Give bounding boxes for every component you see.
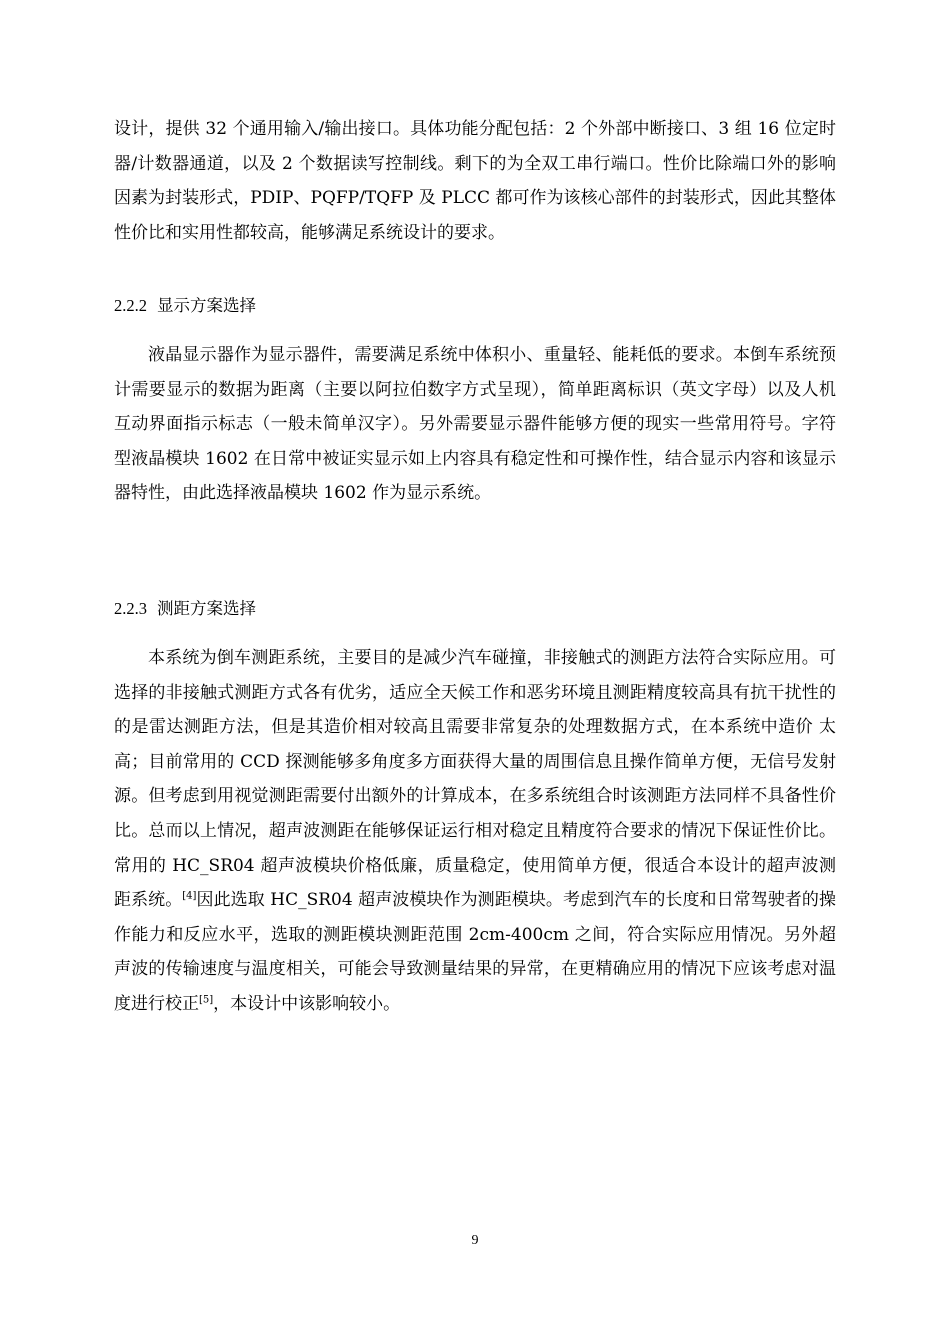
- paragraph-mcu-design: 设计，提供 32 个通用输入/输出接口。具体功能分配包括：2 个外部中断接口、3 组 16 位定时器/计数器通道，以及 2 个数据读写控制线。剩下的为全双工串行端口。性价比除端口外的影响因素为封装形式，PDIP、PQFP/TQFP 及 PLCC 都可作为该核心部件的封装形式，因此其整体性价比和实用性都较高，能够满足系统设计的要求。: [114, 119, 836, 243]
- section-number: 2.2.2: [114, 296, 147, 315]
- section-heading-display: [114, 294, 256, 318]
- section-title: 测距方案选择: [157, 599, 256, 618]
- section-number: 2.2.3: [114, 599, 147, 618]
- paragraph-display-scheme: 液晶显示器作为显示器件，需要满足系统中体积小、重量轻、能耗低的要求。本倒车系统预计需要显示的数据为距离（主要以阿拉伯数字方式呈现），简单距离标识（英文字母）以及人机互动界面指示标志（一般未简单汉字）。另外需要显示器件能够方便的现实一些常用符号。字符型液晶模块 1602 在日常中被证实显示如上内容具有稳定性和可操作性，结合显示内容和该显示器特性，由此选择液晶模块 1602 作为显示系统。: [114, 345, 836, 504]
- paragraph-text: ，本设计中该影响较小。: [213, 993, 401, 1014]
- paragraph-ranging-scheme: [114, 641, 836, 1022]
- page-number: 9: [471, 1233, 479, 1248]
- citation-5[interactable]: [5]: [199, 994, 214, 1006]
- paragraph-text: 本系统为倒车测距系统，主要目的是减少汽车碰撞，非接触式的测距方法符合实际应用。可选择的非接触式测距方式各有优劣，适应全天候工作和恶劣环境且测距精度较高具有抗干扰性的的是雷达测距方法，但是其造价相对较高且需要非常复杂的处理数据方式，在本系统中造价 太高；目前常用的 CCD 探测能够多角度多方面获得大量的周围信息且操作简单方便，无信号发射源。但考虑到用视觉测距需要付出额外的计算成本，在多系统组合时该测距方法同样不具备性价比。总而以上情况，超声波测距在能够保证运行相对稳定且精度符合要求的情况下保证性价比。常用的 HC_SR04 超声波模块价格低廉，质量稳定，使用简单方便，很适合本设计的超声波测距系统。: [114, 648, 836, 911]
- section-title: 显示方案选择: [157, 296, 256, 315]
- paragraph-text: 因此选取 HC_SR04 超声波模块作为测距模块。考虑到汽车的长度和日常驾驶者的操作能力和反应水平，选取的测距模块测距范围 2cm-400cm 之间，符合实际应用情况。另外超声波的传输速度与温度相关，可能会导致测量结果的异常，在更精确应用的情况下应该考虑对温度进行校正: [114, 890, 837, 1014]
- section-heading-ranging: [114, 597, 256, 621]
- citation-4[interactable]: [4]: [182, 890, 197, 902]
